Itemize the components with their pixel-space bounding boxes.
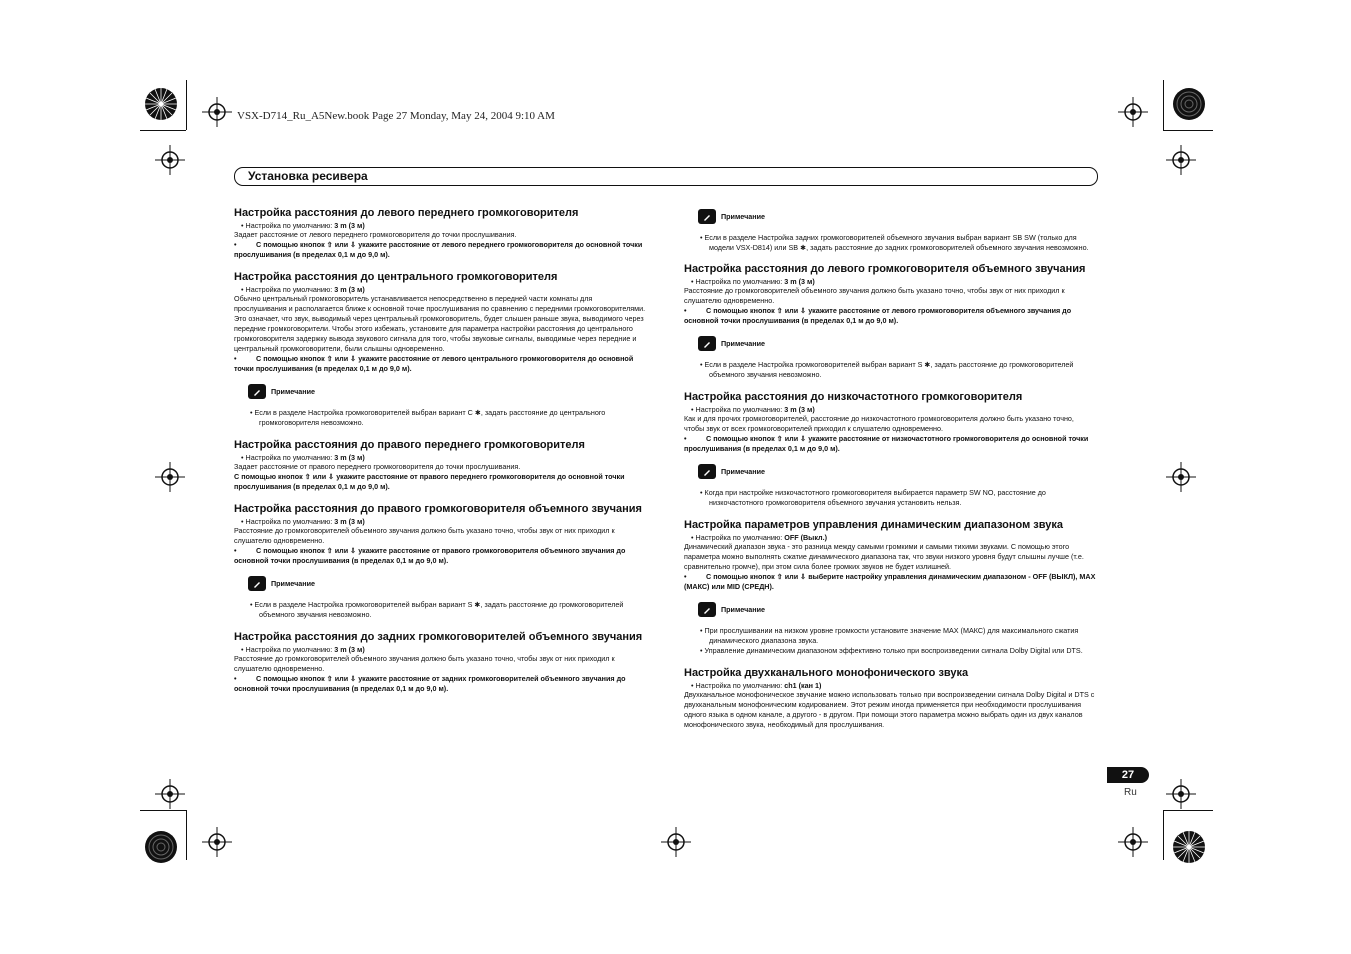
default-setting: • Настройка по умолчанию: 3 m (3 м) bbox=[241, 285, 365, 294]
section-title: Настройка расстояния до левого громкоговорителя объемного звучания bbox=[684, 263, 1086, 275]
section-left-front-distance bbox=[234, 207, 646, 260]
crosshair-mark bbox=[155, 462, 185, 492]
section-rear-surround-distance bbox=[234, 631, 646, 694]
default-setting: • Настройка по умолчанию: 3 m (3 м) bbox=[691, 277, 815, 286]
left-column bbox=[234, 207, 646, 705]
instruction: • С помощью кнопок ⇧ или ⇩ укажите расстояние от правого громкоговорителя объемного звучания до основной точки прослушивания (в пределах 0,1 м до 9,0 м). bbox=[234, 546, 626, 565]
section-left-surround-distance bbox=[684, 263, 1096, 380]
instruction: • С помощью кнопок ⇧ или ⇩ укажите расстояние от задних громкоговорителей объемного звучания до основной точки прослушивания (в пределах 0,1 м до 9,0 м). bbox=[234, 674, 626, 693]
default-setting: • Настройка по умолчанию: 3 m (3 м) bbox=[241, 453, 365, 462]
crosshair-mark bbox=[1166, 779, 1196, 809]
section-right-front-distance bbox=[234, 439, 646, 492]
down-arrow-icon: ⇩ bbox=[800, 306, 807, 315]
crop-line bbox=[140, 810, 186, 811]
up-arrow-icon: ⇧ bbox=[304, 472, 311, 481]
crosshair-mark bbox=[1118, 827, 1148, 857]
crosshair-mark bbox=[1118, 97, 1148, 127]
page-language: Ru bbox=[1124, 787, 1137, 798]
instruction: • С помощью кнопок ⇧ или ⇩ укажите расстояние от левого громкоговорителя объемного звучания до основной точки прослушивания (в пределах 0,1 м до 9,0 м). bbox=[684, 306, 1072, 325]
section-dual-mono bbox=[684, 667, 1096, 730]
section-title: Настройка расстояния до правого громкоговорителя объемного звучания bbox=[234, 503, 642, 515]
note-item: • Если в разделе Настройка задних громкоговорителей объемного звучания выбран вариант SB SW (только для модели VSX-D814) или SB ✱, задать расстояние до задних громкоговорителей объемного звучания невозможно. bbox=[700, 233, 1089, 252]
note-block: Примечание • Если в разделе Настройка громкоговорителей выбран вариант S ✱, задать расстояние до громкоговорителей объемного звучания невозможно. bbox=[684, 336, 1096, 380]
section-title: Настройка расстояния до задних громкоговорителей объемного звучания bbox=[234, 631, 643, 643]
section-title: Настройка расстояния до низкочастотного громкоговорителя bbox=[684, 391, 1023, 403]
note-item: • Если в разделе Настройка громкоговорителей выбран вариант S ✱, задать расстояние до громкоговорителей объемного звучания невозможно. bbox=[250, 600, 624, 619]
crosshair-mark bbox=[155, 145, 185, 175]
down-arrow-icon: ⇩ bbox=[800, 572, 807, 581]
note-block: Примечание • Если в разделе Настройка задних громкоговорителей объемного звучания выбран вариант SB SW (только для модели VSX-D814) или SB ✱, задать расстояние до задних громкоговорителей объемного звучания невозможно. bbox=[684, 209, 1096, 253]
crosshair-mark bbox=[1166, 145, 1196, 175]
crop-line bbox=[1163, 810, 1213, 811]
section-subwoofer-distance bbox=[684, 391, 1096, 508]
default-setting: • Настройка по умолчанию: ch1 (кан 1) bbox=[691, 681, 822, 690]
crosshair-mark bbox=[202, 827, 232, 857]
body-text: Расстояние до громкоговорителей объемного звучания должно быть указано точно, чтобы звук от них приходил к слушателю одновременно. bbox=[234, 654, 615, 673]
instruction: С помощью кнопок ⇧ или ⇩ укажите расстояние от правого переднего громкоговорителя до основной точки прослушивания (в пределах 0,1 м до 9,0 м). bbox=[234, 472, 625, 491]
note-pencil-icon bbox=[698, 209, 716, 224]
note-block: Примечание • Если в разделе Настройка громкоговорителей выбран вариант C ✱, задать расстояние до центрального громкоговорителя невозможно. bbox=[234, 384, 646, 428]
corner-registration-mark bbox=[1172, 830, 1206, 864]
note-pencil-icon bbox=[248, 384, 266, 399]
section-dynamic-range bbox=[684, 519, 1096, 656]
body-text: Расстояние до громкоговорителей объемного звучания должно быть указано точно, чтобы звук от них приходил к слушателю одновременно. bbox=[684, 286, 1065, 305]
crop-line bbox=[186, 80, 187, 130]
down-arrow-icon: ⇩ bbox=[350, 240, 357, 249]
default-setting: • Настройка по умолчанию: OFF (Выкл.) bbox=[691, 533, 827, 542]
section-center-distance bbox=[234, 271, 646, 428]
section-title: Настройка двухканального монофонического звука bbox=[684, 667, 969, 679]
crop-line bbox=[1163, 810, 1164, 860]
note-pencil-icon bbox=[698, 602, 716, 617]
up-arrow-icon: ⇧ bbox=[776, 306, 783, 315]
print-info: VSX-D714_Ru_A5New.book Page 27 Monday, May 24, 2004 9:10 AM bbox=[237, 110, 555, 122]
crop-line bbox=[1163, 130, 1213, 131]
note-item: • Если в разделе Настройка громкоговорителей выбран вариант C ✱, задать расстояние до центрального громкоговорителя невозможно. bbox=[250, 408, 606, 427]
note-pencil-icon bbox=[698, 464, 716, 479]
body-text: Как и для прочих громкоговорителей, расстояние до низкочастотного громкоговорителя должно быть указано точно, чтобы звук от всех громкоговорителей приходил к слушателю одновременно. bbox=[684, 414, 1074, 433]
down-arrow-icon: ⇩ bbox=[350, 546, 357, 555]
default-setting: • Настройка по умолчанию: 3 m (3 м) bbox=[691, 405, 815, 414]
crop-line bbox=[1163, 80, 1164, 130]
body-text: Обычно центральный громкоговоритель устанавливается непосредственно в передней части комнаты для прослушивания и располагается ближе к основной точке прослушивания по сравнению с передними громкоговорителями. Это означает, что звук, выводимый через центральный громкоговоритель, будет слышен раньше звука, выводимого через передние громкоговорители. Чтобы этого избежать, установите для параметра настройки расстояния до центрального громкоговорителя задержку вывода звукового сигнала для того, чтобы звуковые сигналы, выводимые через передние и центральный громкоговорители, были слышны одновременно. bbox=[234, 294, 646, 353]
note-item: • При прослушивании на низком уровне громкости установите значение MAX (МАКС) для максимального сжатия динамического диапазона звука. bbox=[700, 626, 1079, 645]
body-text: Задает расстояние от правого переднего громкоговорителя до точки прослушивания. bbox=[234, 462, 521, 471]
up-arrow-icon: ⇧ bbox=[326, 546, 333, 555]
note-item: • Если в разделе Настройка громкоговорителей выбран вариант S ✱, задать расстояние до громкоговорителей объемного звучания невозможно. bbox=[700, 360, 1074, 379]
page-number: 27 bbox=[1107, 767, 1149, 783]
note-item: • Когда при настройке низкочастотного громкоговорителя выбирается параметр SW NO, расстояние до низкочастотного громкоговорителя объемного звучания установить нельзя. bbox=[700, 488, 1046, 507]
corner-registration-mark bbox=[1172, 87, 1206, 121]
down-arrow-icon: ⇩ bbox=[350, 354, 357, 363]
crosshair-mark bbox=[1166, 462, 1196, 492]
section-header-title: Установка ресивера bbox=[248, 169, 368, 183]
instruction: • С помощью кнопок ⇧ или ⇩ выберите настройку управления динамическим диапазоном - OFF (ВЫКЛ), MAX (МАКС) или MID (СРЕДН). bbox=[684, 572, 1096, 591]
note-block: Примечание • Если в разделе Настройка громкоговорителей выбран вариант S ✱, задать расстояние до громкоговорителей объемного звучания невозможно. bbox=[234, 576, 646, 620]
instruction: • С помощью кнопок ⇧ или ⇩ укажите расстояние от левого центрального громкоговорителя до основной точки прослушивания (в пределах 0,1 м до 9,0 м). bbox=[234, 354, 634, 373]
default-setting: • Настройка по умолчанию: 3 m (3 м) bbox=[241, 645, 365, 654]
section-title: Настройка параметров управления динамическим диапазоном звука bbox=[684, 519, 1063, 531]
body-text: Динамический диапазон звука - это разница между самыми громкими и самыми тихими звуками. С помощью этого параметра можно выполнять сжатие динамического диапазона так, что звуки низкого уровня будут слышны лучше (т.е. сравнительно громче), при этом сила более громких звуков не будет излишней. bbox=[684, 542, 1084, 571]
note-block: Примечание • При прослушивании на низком уровне громкости установите значение MAX (МАКС) для максимального сжатия динамического диапазона звука. • Управление динамическим диапазоном эффективно только при воспроизведении сигнала Dolby Digital или DTS. bbox=[684, 602, 1096, 656]
instruction: • С помощью кнопок ⇧ или ⇩ укажите расстояние от левого переднего громкоговорителя до основной точки прослушивания (в пределах 0,1 м до 9,0 м). bbox=[234, 240, 643, 259]
down-arrow-icon: ⇩ bbox=[328, 472, 335, 481]
note-pencil-icon bbox=[698, 336, 716, 351]
body-text: Двухканальное монофоническое звучание можно использовать только при воспроизведении сигнала Dolby Digital и DTS с двухканальным монофоническим кодированием. Этот режим иногда применяется при необходимости прослушивания одного языка в одном канале, а другого - в другом. При помощи этого параметра можно выбрать один из двух каналов монофонического звука, необходимый для прослушивания. bbox=[684, 690, 1095, 729]
crop-line bbox=[186, 810, 187, 860]
note-pencil-icon bbox=[248, 576, 266, 591]
crosshair-mark bbox=[155, 779, 185, 809]
up-arrow-icon: ⇧ bbox=[326, 674, 333, 683]
crosshair-mark bbox=[202, 97, 232, 127]
body-text: Задает расстояние от левого переднего громкоговорителя до точки прослушивания. bbox=[234, 230, 517, 239]
section-right-surround-distance bbox=[234, 503, 646, 620]
default-setting: • Настройка по умолчанию: 3 m (3 м) bbox=[241, 221, 365, 230]
corner-registration-mark bbox=[144, 87, 178, 121]
up-arrow-icon: ⇧ bbox=[776, 434, 783, 443]
section-title: Настройка расстояния до правого переднего громкоговорителя bbox=[234, 439, 585, 451]
body-text: Расстояние до громкоговорителей объемного звучания должно быть указано точно, чтобы звук от них приходил к слушателю одновременно. bbox=[234, 526, 615, 545]
down-arrow-icon: ⇩ bbox=[800, 434, 807, 443]
corner-registration-mark bbox=[144, 830, 178, 864]
crop-line bbox=[140, 130, 186, 131]
section-title: Настройка расстояния до центрального громкоговорителя bbox=[234, 271, 558, 283]
default-setting: • Настройка по умолчанию: 3 m (3 м) bbox=[241, 517, 365, 526]
instruction: • С помощью кнопок ⇧ или ⇩ укажите расстояние от низкочастотного громкоговорителя до основной точки прослушивания (в пределах 0,1 м до 9,0 м). bbox=[684, 434, 1089, 453]
note-item: • Управление динамическим диапазоном эффективно только при воспроизведении сигнала Dolby Digital или DTS. bbox=[700, 646, 1083, 655]
up-arrow-icon: ⇧ bbox=[326, 240, 333, 249]
right-column bbox=[684, 207, 1096, 741]
up-arrow-icon: ⇧ bbox=[776, 572, 783, 581]
crosshair-mark bbox=[661, 827, 691, 857]
section-title: Настройка расстояния до левого переднего громкоговорителя bbox=[234, 207, 579, 219]
down-arrow-icon: ⇩ bbox=[350, 674, 357, 683]
up-arrow-icon: ⇧ bbox=[326, 354, 333, 363]
note-block: Примечание • Когда при настройке низкочастотного громкоговорителя выбирается параметр SW NO, расстояние до низкочастотного громкоговорителя объемного звучания установить нельзя. bbox=[684, 464, 1096, 508]
